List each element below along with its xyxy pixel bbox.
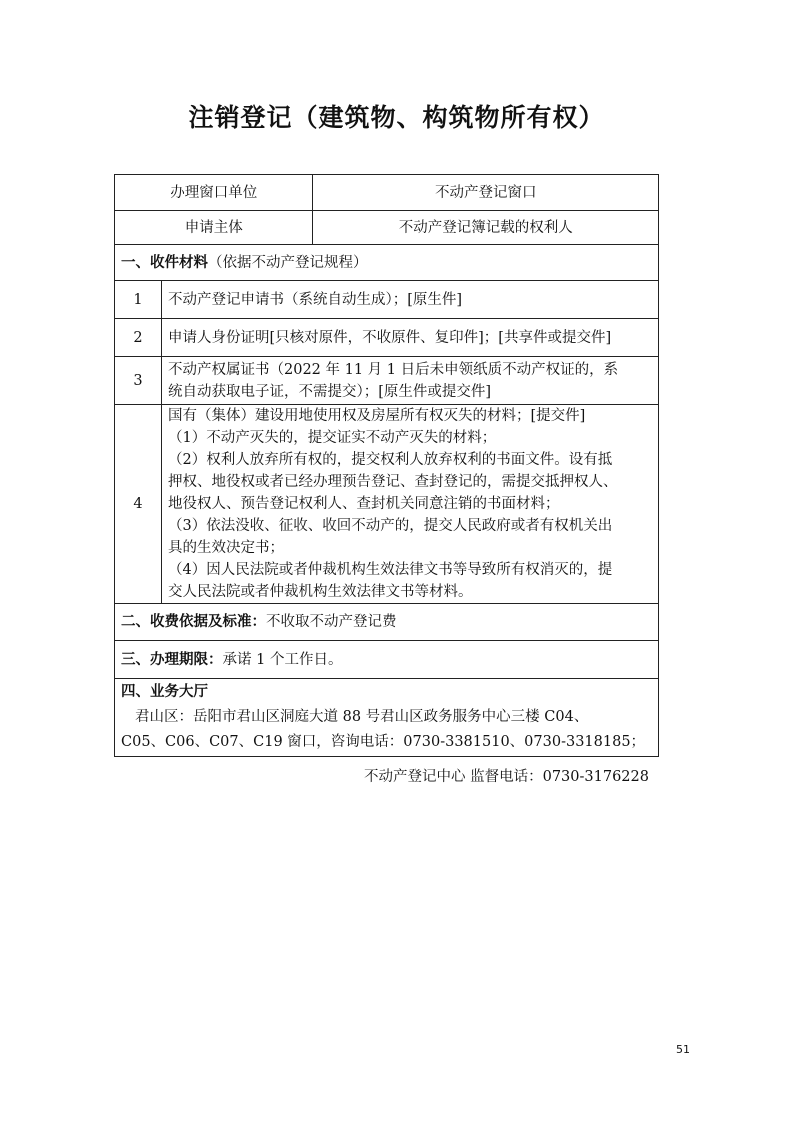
material-row	[115, 357, 659, 405]
service-hall-address: 君山区：岳阳市君山区洞庭大道 88 号君山区政务服务中心三楼 C04、	[135, 709, 589, 725]
deadline-heading: 三、办理期限：	[121, 651, 223, 668]
service-hall-windows: C05、C06、C07、C19 窗口，咨询电话：0730-3381510、0730-3318185；	[121, 734, 646, 750]
page-title: 注销登记（建筑物、构筑物所有权）	[188, 103, 605, 132]
window-unit-label: 办理窗口单位	[115, 175, 313, 211]
service-hall-heading: 四、业务大厅	[121, 684, 208, 700]
material-row	[115, 405, 659, 604]
material-text: 申请人身份证明[只核对原件，不收原件、复印件]；[共享件或提交件]	[162, 319, 659, 357]
material-number: 2	[115, 319, 162, 357]
applicant-label: 申请主体	[115, 211, 313, 245]
fees-heading: 二、收费依据及标准：	[121, 614, 266, 630]
section-deadline	[115, 641, 659, 679]
section-fees	[115, 604, 659, 641]
material-row	[115, 319, 659, 357]
material-row	[115, 281, 659, 319]
material-text: 国有（集体）建设用地使用权及房屋所有权灭失的材料；[提交件] （1）不动产灭失的，提交证实不动产灭失的材料； （2）权利人放弃所有权的，提交权利人放弃权利的书面文件。设有抵 押权、地役权或者已经办理预告登记、查封登记的，需提交抵押权人、 地役权人、预告登记权利人、查封机关同意注销的书面材料； （3）依法没收、征收、收回不动产的，提交人民政府或者有权机关出 具的生效决定书； （4）因人民法院或者仲裁机构生效法律文书等导致所有权消灭的，提 交人民法院或者仲裁机构生效法律文书等材料。	[162, 405, 659, 604]
deadline-text: 承诺 1 个工作日。	[222, 651, 343, 668]
applicant-value: 不动产登记簿记载的权利人	[313, 211, 659, 245]
material-number: 4	[115, 405, 162, 604]
section-materials-header	[115, 245, 659, 281]
service-guide-table	[114, 174, 659, 757]
material-text: 不动产登记申请书（系统自动生成）；[原生件]	[162, 281, 659, 319]
supervision-phone: 不动产登记中心 监督电话：0730-3176228	[364, 769, 649, 785]
material-number: 1	[115, 281, 162, 319]
section-service-hall	[115, 679, 659, 757]
materials-heading: 一、收件材料	[121, 254, 208, 271]
material-number: 3	[115, 357, 162, 405]
materials-note: （依据不动产登记规程）	[208, 254, 368, 271]
info-row-applicant	[115, 211, 659, 245]
fees-text: 不收取不动产登记费	[266, 614, 397, 630]
page-number: 51	[676, 1043, 690, 1056]
material-text: 不动产权属证书（2022 年 11 月 1 日后未申领纸质不动产权证的，系 统自动获取电子证，不需提交）；[原生件或提交件]	[162, 357, 659, 405]
window-unit-value: 不动产登记窗口	[313, 175, 659, 211]
info-row-window	[115, 175, 659, 211]
